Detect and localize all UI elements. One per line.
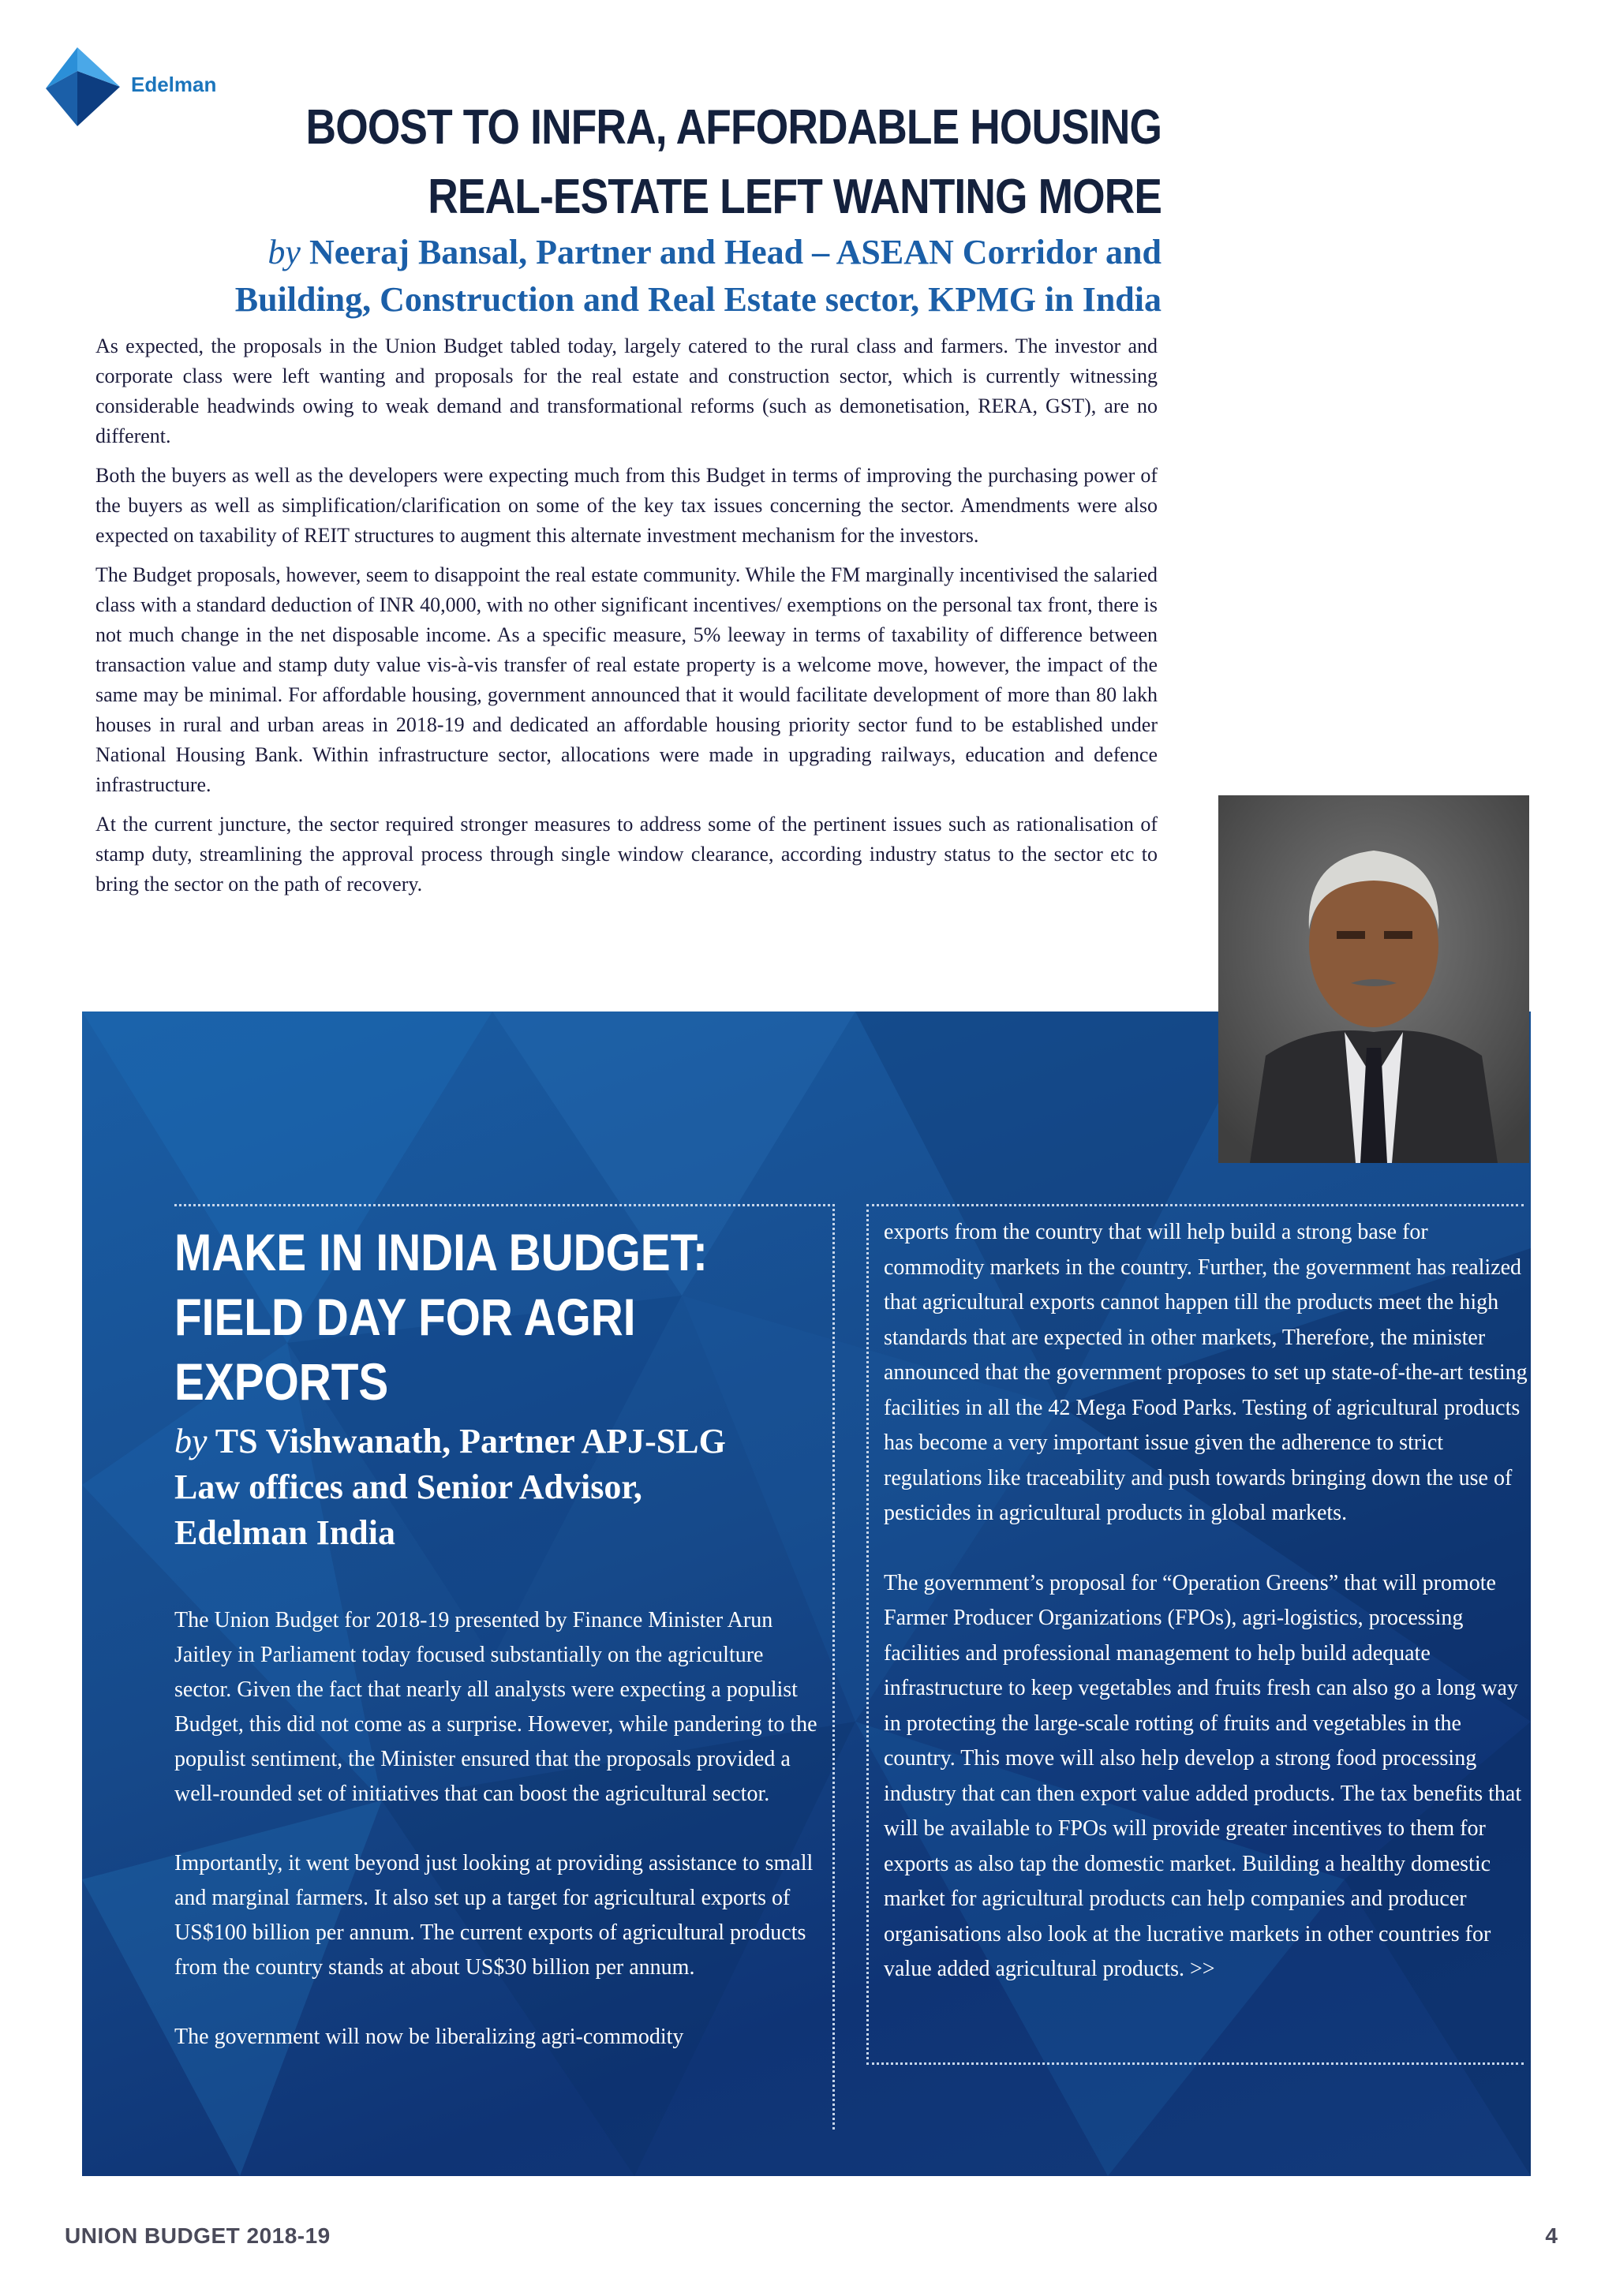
article-body xyxy=(95,331,1158,909)
feature-byline xyxy=(174,1419,820,1556)
byline-prefix: by xyxy=(267,233,301,271)
feature-left-body xyxy=(174,1603,820,2055)
feature-paragraph: The government’s proposal for “Operation Greens” that will promote Farmer Producer Organizations (FPOs), agri-logistics, processing facilities and professional management to help build adequate infrastructure to keep vegetables and fruits fresh can also go a long way in protecting the large-scale rotting of fruits and vegetables in the country. This move will also help develop a strong food processing industry that can then export value added products. The tax benefits that will be available to FPOs will provide greater incentives to them for exports as also tap the domestic market. Building a healthy domestic market for agricultural products can help companies and producer organisations also look at the lucrative markets in other countries for value added agricultural products. >> xyxy=(884,1570,1522,1981)
feature-left-column xyxy=(174,1220,820,2089)
article-paragraph: Both the buyers as well as the developers were expecting much from this Budget in terms of improving the purchasing power of the buyers as well as simplification/clarification on some of the key tax issues concerning the sector. Amendments were also expected on taxability of REIT structures to augment this alternate investment mechanism for the investors. xyxy=(95,464,1158,547)
feature-byline-line-1: TS Vishwanath, Partner APJ-SLG xyxy=(215,1422,726,1460)
feature-title-line-2: FIELD DAY FOR AGRI xyxy=(174,1288,636,1346)
byline-line-2: Building, Construction and Real Estate sector, KPMG in India xyxy=(234,280,1162,319)
feature-byline-prefix: by xyxy=(174,1422,208,1460)
feature-title xyxy=(174,1220,806,1414)
article-paragraph: As expected, the proposals in the Union Budget tabled today, largely catered to the rural class and farmers. The investor and corporate class were left wanting and proposals for the real estate and construction sector, which is currently witnessing considerable headwinds owing to weak demand and transformational reforms (such as demonetisation, RERA, GST), are no different. xyxy=(95,335,1158,447)
feature-byline-line-3: Edelman India xyxy=(174,1513,395,1552)
headline-line-1: BOOST TO INFRA, AFFORDABLE HOUSING xyxy=(305,100,1162,155)
feature-byline-line-2: Law offices and Senior Advisor, xyxy=(174,1468,642,1506)
author-portrait-photo xyxy=(1218,795,1529,1163)
article-byline xyxy=(57,229,1162,323)
footer-publication: UNION BUDGET 2018-19 xyxy=(65,2223,331,2248)
article-headline xyxy=(305,93,1162,232)
feature-paragraph: exports from the country that will help build a strong base for commodity markets in the country. Further, the government has realized that agricultural exports cannot happen till the products meet the high standards that are expected in other markets, Therefore, the minister announced that the government proposes to set up state-of-the-art testing facilities in all the 42 Mega Food Parks. Testing of agricultural products has become a very important issue given the adherence to strict regulations like traceability and push towards bringing down the use of pesticides in agricultural products in global markets. xyxy=(884,1220,1528,1525)
feature-paragraph: Importantly, it went beyond just looking at providing assistance to small and marginal farmers. It also set up a target for agricultural exports of US$100 billion per annum. The current exports of agricultural products from the country stands at about US$30 billion per annum. xyxy=(174,1851,814,1980)
article-paragraph: The Budget proposals, however, seem to disappoint the real estate community. While the FM marginally incentivised the salaried class with a standard deduction of INR 40,000, with no other significant incentives/ exemptions on the personal tax front, there is not much change in the net disposable income. As a specific measure, 5% leeway in terms of taxability of difference between transaction value and stamp duty value vis-à-vis transfer of real estate property is a welcome move, however, the impact of the same may be minimal. For affordable housing, government announced that it would facilitate development of more than 80 lakh houses in rural and urban areas in 2018-19 and dedicated an affordable housing priority sector fund to be established under National Housing Bank. Within infrastructure sector, allocations were made in upgrading railways, education and defence infrastructure. xyxy=(95,563,1158,796)
feature-title-line-1: MAKE IN INDIA BUDGET: xyxy=(174,1223,708,1281)
feature-paragraph: The government will now be liberalizing agri-commodity xyxy=(174,2025,684,2049)
feature-right-column xyxy=(884,1215,1531,2022)
feature-paragraph: The Union Budget for 2018-19 presented by Finance Minister Arun Jaitley in Parliament today focused substantially on the agriculture sector. Given the fact that nearly all analysts were expecting a populist Budget, this did not come as a surprise. However, while pandering to the populist sentiment, the Minister ensured that the proposals provided a well-rounded set of initiatives that can boost the agricultural sector. xyxy=(174,1608,817,1806)
byline-line-1: Neeraj Bansal, Partner and Head – ASEAN Corridor and xyxy=(309,233,1162,271)
headline-line-2: REAL-ESTATE LEFT WANTING MORE xyxy=(428,170,1162,224)
footer-page-number: 4 xyxy=(1545,2223,1558,2248)
brand-logo-text: Edelman xyxy=(131,73,217,96)
article-paragraph: At the current juncture, the sector required stronger measures to address some of the pertinent issues such as rationalisation of stamp duty, streamlining the approval process through single window clearance, according industry status to the sector etc to bring the sector on the path of recovery. xyxy=(95,813,1158,896)
feature-title-line-3: EXPORTS xyxy=(174,1352,389,1411)
